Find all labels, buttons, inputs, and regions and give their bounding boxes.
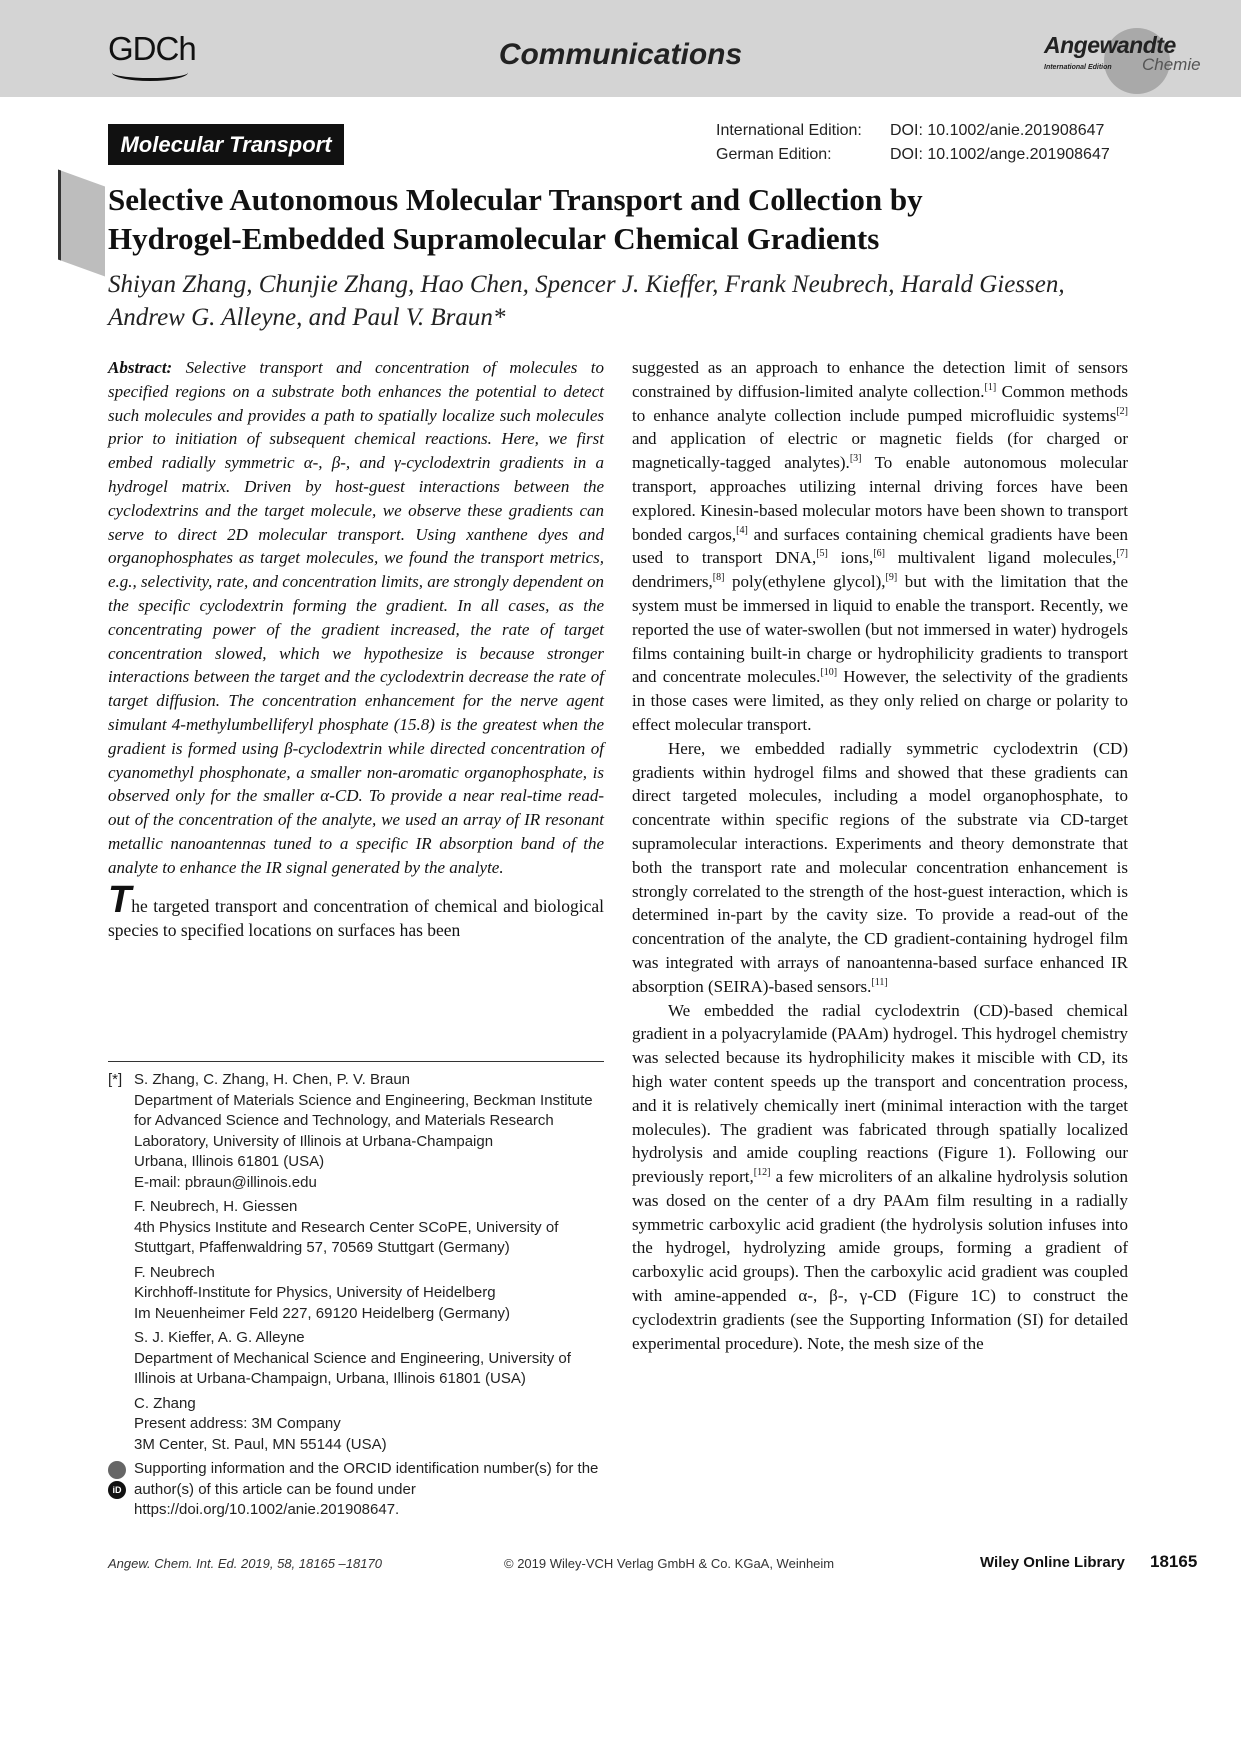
authors-line-2: Andrew G. Alleyne, and Paul V. Braun* bbox=[108, 304, 506, 331]
abstract bbox=[108, 356, 604, 880]
body-paragraph-3: We embedded the radial cyclodextrin (CD)-based chemical gradient in a polyacrylamide (PAAm) hydrogel. This hydrogel chemistry was selected because its hydrophilicity makes it miscible with CD, its high water content speeds up the transport and concentration process, and it is relatively chemically inert (minimal interaction with the target molecules). The gradient was fabricated through spatially localized hydrolysis and amide coupling reactions (Figure 1). Following our previously report,[12] a few microliters of an alkaline hydrolysis solution was dosed on the center of a dry PAAm film resulting in a radially symmetric carboxylic acid gradient (the hydrolysis solution infuses into the hydrogel, hydrolyzing amide groups, forming a gradient of carboxylic acid groups). Then the carboxylic acid gradient was coupled with amine-appended α-, β-, γ-CD (Figure 1C) to construct the cyclodextrin gradients (see the Supporting Information (SI) for detailed experimental procedure). Note, the mesh size of the bbox=[632, 1000, 1128, 1353]
supporting-info-note bbox=[108, 1459, 608, 1521]
doi-german-label: German Edition: bbox=[716, 146, 832, 163]
ref-12[interactable]: [12] bbox=[753, 1167, 771, 1179]
right-column bbox=[632, 356, 1128, 1355]
supporting-info-icon bbox=[108, 1461, 126, 1479]
journal-logo: Angewandte bbox=[1044, 32, 1176, 58]
doi-german-value[interactable]: DOI: 10.1002/ange.201908647 bbox=[890, 146, 1110, 163]
affiliation-names: S. J. Kieffer, A. G. Alleyne bbox=[134, 1329, 305, 1346]
affiliation-names: S. Zhang, C. Zhang, H. Chen, P. V. Braun bbox=[134, 1071, 410, 1088]
affiliation-city: Im Neuenheimer Feld 227, 69120 Heidelberg (Germany) bbox=[134, 1304, 511, 1322]
footer-copyright: © 2019 Wiley-VCH Verlag GmbH & Co. KGaA, Weinheim bbox=[504, 1556, 835, 1571]
ref-8[interactable]: [8] bbox=[712, 572, 725, 584]
affiliations bbox=[108, 1070, 608, 1521]
title-line-1: Selective Autonomous Molecular Transport and Collection by bbox=[108, 182, 923, 217]
footer-journal-citation: Angew. Chem. Int. Ed. 2019, 58, 18165 –18170 bbox=[108, 1556, 382, 1571]
doi-intl-value[interactable]: DOI: 10.1002/anie.201908647 bbox=[890, 122, 1105, 139]
ref-7[interactable]: [7] bbox=[1116, 548, 1128, 560]
ref-10[interactable]: [10] bbox=[820, 667, 838, 679]
ref-1[interactable]: [1] bbox=[984, 381, 997, 393]
body-paragraph-2: Here, we embedded radially symmetric cyclodextrin (CD) gradients within hydrogel films and showed that these gradients can direct targeted molecules, including a model organophosphate, to concentrate within specific regions of the substrate via CD-target supramolecular interactions. Experiments and theory demonstrate that both the transport rate and molecular concentration enhancement is strongly correlated to the strength of the host-guest interaction, which is determined in-part by the cavity size. To provide a read-out of the concentration of the analyte, the CD gradient-containing hydrogel film was integrated with arrays of nanoantenna-based surface enhanced IR absorption (SEIRA)-based sensors.[11] bbox=[632, 738, 1128, 996]
affiliation-names: C. Zhang bbox=[134, 1394, 196, 1412]
body-paragraph-1: suggested as an approach to enhance the detection limit of sensors constrained by diffusion-limited analyte collection.[1] Common methods to enhance analyte collection include pumped microfluidic systems[2] and application of electric or magnetic fields (for charged or magnetically-tagged analytes).[3] To enable autonomous molecular transport, approaches utilizing internal driving forces have been explored. Kinesin-based molecular motors have been shown to transport bonded cargos,[4] and surfaces containing chemical gradients have been used to transport DNA,[5] ions,[6] multivalent ligand molecules,[7] dendrimers,[8] poly(ethylene glycol),[9] but with the limitation that the system must be immersed in liquid to enable the transport. Recently, we reported the use of water-swollen (but not immersed in water) hydrogels films containing built-in charge or hydrophilicity gradients to transport and concentrate molecules.[10] However, the selectivity of the gradients in those cases were limited, as they only relied on charge or polarity to effect molecular transport. bbox=[632, 358, 1128, 734]
orcid-icon: iD bbox=[108, 1481, 126, 1499]
doi-block bbox=[716, 119, 1110, 167]
footnote-rule bbox=[108, 1061, 604, 1062]
affiliation-names: F. Neubrech bbox=[134, 1263, 215, 1281]
title-line-2: Hydrogel-Embedded Supramolecular Chemical Gradients bbox=[108, 221, 880, 256]
affiliation-city: 3M Center, St. Paul, MN 55144 (USA) bbox=[134, 1435, 387, 1453]
affiliation-group-1 bbox=[108, 1070, 608, 1193]
rubric-label: Molecular Transport bbox=[108, 124, 344, 165]
affiliation-group-4 bbox=[108, 1328, 608, 1390]
dropcap: T bbox=[108, 878, 132, 921]
intro-paragraph bbox=[108, 878, 604, 942]
affiliation-group-3 bbox=[108, 1263, 608, 1325]
hot-paper-stamp-icon bbox=[58, 169, 105, 276]
ref-6[interactable]: [6] bbox=[873, 548, 885, 560]
ref-4[interactable]: [4] bbox=[736, 524, 748, 536]
affiliation-address: Present address: 3M Company bbox=[134, 1415, 341, 1432]
ref-2[interactable]: [2] bbox=[1116, 405, 1128, 417]
abstract-label: Abstract: bbox=[108, 358, 173, 377]
author-list bbox=[108, 268, 1138, 334]
affiliation-address: 4th Physics Institute and Research Center SCoPE, University of Stuttgart, Pfaffenwaldring 57, 70569 Stuttgart (Germany) bbox=[134, 1218, 559, 1256]
journal-logo-chemie: Chemie bbox=[1142, 55, 1201, 74]
supporting-info-text[interactable]: Supporting information and the ORCID identification number(s) for the author(s) of this article can be found under https://doi.org/10.1002/anie.201908647. bbox=[134, 1460, 599, 1518]
doi-intl-label: International Edition: bbox=[716, 122, 862, 139]
journal-logo-sub: International Edition bbox=[1044, 64, 1112, 71]
ref-5[interactable]: [5] bbox=[816, 548, 828, 560]
ref-3[interactable]: [3] bbox=[849, 453, 862, 465]
affiliation-group-5 bbox=[108, 1394, 608, 1456]
corresponding-marker: [*] bbox=[108, 1071, 123, 1088]
affiliation-address: Department of Mechanical Science and Engineering, University of Illinois at Urbana-Champaign, Urbana, Illinois 61801 (USA) bbox=[134, 1349, 571, 1387]
affiliation-email[interactable]: E-mail: pbraun@illinois.edu bbox=[134, 1173, 317, 1191]
intro-text: he targeted transport and concentration of chemical and biological species to specified locations on surfaces has been bbox=[108, 895, 604, 940]
authors-line-1: Shiyan Zhang, Chunjie Zhang, Hao Chen, Spencer J. Kieffer, Frank Neubrech, Harald Giessen, bbox=[108, 271, 1065, 298]
affiliation-address: Department of Materials Science and Engineering, Beckman Institute for Advanced Science and Technology, and Materials Research Laboratory, University of Illinois at Urbana-Champaign bbox=[134, 1091, 593, 1150]
abstract-text: Selective transport and concentration of molecules to specified regions on a substrate both enhances the potential to detect such molecules and provides a path to spatially localize such molecules prior to initiation of subsequent chemical reactions. Here, we first embed radially symmetric α-, β-, and γ-cyclodextrin gradients in a hydrogel matrix. Driven by host-guest interactions between the cyclodextrins and the target molecule, we observe these gradients can serve to direct 2D molecular transport. Using xanthene dyes and organophosphates as target molecules, we found the transport metrics, e.g., selectivity, rate, and concentration limits, are strongly dependent on the specific cyclodextrin forming the gradient. In all cases, as the concentrating power of the gradient increased, the rate of target concentration slowed, which we hypothesize is because stronger interactions between the target and the cyclodextrin decrease the rate of target diffusion. The concentration enhancement for the nerve agent simulant 4-methylumbelliferyl phosphate (15.8) is the greatest when the gradient is formed using β-cyclodextrin while directed concentration of cyanomethyl phosphonate, a smaller non-aromatic organophosphate, is observed only for the smaller α-CD. To provide a near real-time read-out of the concentration of the analyte, we used an array of IR resonant metallic nanoantennas tuned to a specific IR absorption band of the analyte to enhance the IR signal generated by the analyte. bbox=[108, 358, 604, 877]
article-title bbox=[108, 180, 1138, 258]
affiliation-group-2 bbox=[108, 1197, 608, 1259]
ref-11[interactable]: [11] bbox=[871, 976, 888, 988]
publisher-logo: GDCh bbox=[108, 30, 196, 67]
section-title: Communications bbox=[498, 38, 743, 71]
affiliation-names: F. Neubrech, H. Giessen bbox=[134, 1198, 298, 1215]
left-column bbox=[108, 356, 604, 942]
affiliation-address: Kirchhoff-Institute for Physics, University of Heidelberg bbox=[134, 1284, 496, 1301]
affiliation-city: Urbana, Illinois 61801 (USA) bbox=[134, 1153, 325, 1170]
page-number: 18165 bbox=[1150, 1552, 1198, 1571]
ref-9[interactable]: [9] bbox=[885, 572, 898, 584]
footer-wiley-library[interactable]: Wiley Online Library bbox=[980, 1554, 1125, 1571]
